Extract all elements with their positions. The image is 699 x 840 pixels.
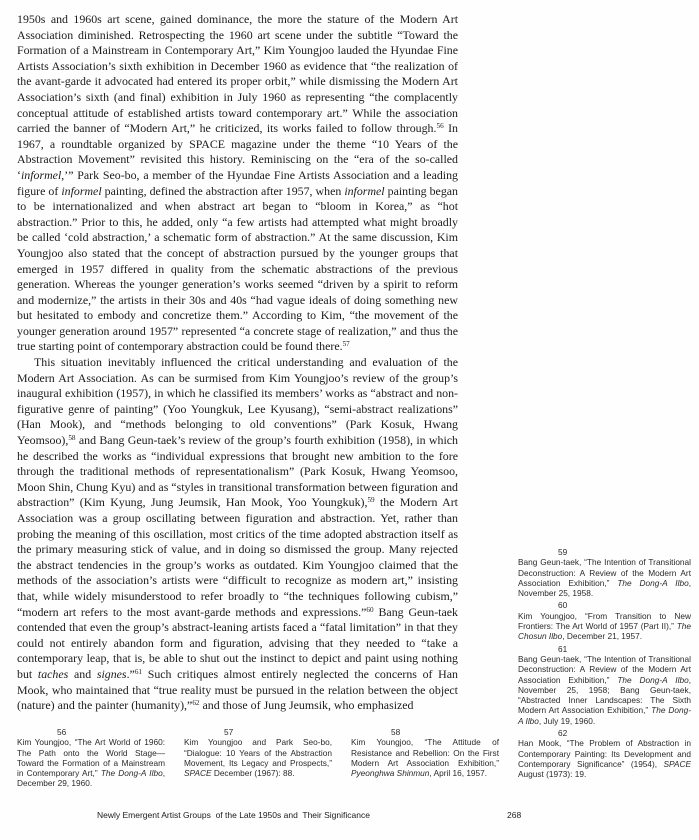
footnote-number-62: 62 [558,728,568,739]
footnote-text-60 [518,611,691,642]
italic-term: signes [96,666,127,681]
bottom-footnotes-row [17,727,499,791]
page-number: 268 [507,810,522,820]
footnote-ref-59: 59 [367,496,375,505]
text-segment: and [68,666,97,681]
footnote-text-57 [184,737,332,778]
text-segment: Bang Geun-taek contended that even the group’s abstract-leaning artists faced a “fatal limitation” in that they could not entirely abandon form and figuration, advising that they needed to “take a contemporary leap, that is, be able to shut out the instinct to depict and paint using nothing but [17,604,458,681]
body-paragraph-1 [17,12,458,355]
text-segment: In 1967, a roundtable organized by SPACE magazine under the theme “10 Years of the Abstraction Movement” revisited this history. Reminiscing on the “era of the so-called ‘ [17,121,458,182]
text-segment: the Modern Art Association was a group oscillating between figuration and abstraction. Yet, rather than probing the meaning of this oscillation, most critics of the time adopted abstraction itself as the primary measuring stick of value, and in doing so dismissed the group. Many rejected the abstract tendencies in the group’s works as outdated. Kim Youngjoo claimed that the methods of the association’s artists were “difficult to recognize as modern art,” insisting that, while widely misunderstood to refer broadly to “the techniques following cubism,” “modern art refers to the most avant-garde methods and expressions.” [17,495,458,619]
italic-term: The Dong-A Ilbo [617,674,689,685]
italic-term: informel [61,183,102,198]
italic-term: Pyeonghwa Shinmun [351,768,430,779]
footnote-text-59 [518,557,691,598]
footnote-number-58: 58 [391,727,401,737]
text-segment: Bang Geun-taek, “The Intention of Transitional Deconstruction: A Review of the Modern Art Association Exhibition,” [518,557,691,588]
bottom-footnote-col-57 [184,727,332,791]
footnote-59 [518,547,691,598]
footnote-number-61: 61 [558,643,568,654]
footnote-text-58 [351,737,499,778]
text-segment: This situation inevitably influenced the critical understanding and evaluation of the Modern Art Association. As can be surmised from Kim Youngjoo’s review of the group’s inaugural exhibition (1957), in which he classified its members’ works as “abstract and non-figurative genre of painting” (Yoo Youngkuk, Lee Kyusang), “semi-abstract realizations” (Han Mook), and “methods belonging to old conventions” (Park Kosuk, Hwang Yeomsoo), [17,355,458,448]
text-segment: and those of Jung Jeumsik, who emphasized [199,698,414,713]
footnote-number-57: 57 [224,727,234,737]
text-segment: and Bang Geun-taek’s review of the group’s fourth exhibition (1958), in which he described the works as “individual expressions that brought new ambition to the fore through the traditional methods of representationalism” (Park Kosuk, Hwang Yeomsoo, Moon Shin, Chung Kyu) and as “styles in transitional transformation between figuration and abstraction” (Kim Kyung, Jung Jeumsik, Han Mook, Yoo Youngkuk), [17,433,458,510]
margin-footnotes-column [518,547,691,782]
footnote-ref-56: 56 [436,122,444,131]
text-segment: Kim Youngjoo, “From Transition to New Frontiers: The Art World of 1957 (Part II),” [518,610,691,632]
bottom-footnote-col-58 [351,727,499,791]
footnote-number-56: 56 [57,727,67,737]
main-text-column [17,12,458,714]
italic-term: SPACE [184,768,212,779]
italic-term: The Dong-A Ilbo [518,705,691,726]
text-segment: ,’” Park Seo-bo, a member of the Hyundae Fine Artists Association and a leading figure of [17,167,458,198]
text-segment: Bang Geun-taek, “The Intention of Transitional Deconstruction: A Review of the Modern Art Association Exhibition,” [518,653,691,685]
footnote-62 [518,728,691,779]
text-segment: Han Mook, “The Problem of Abstraction in Contemporary Painting: Its Development and Contemporary Significance” (1954), [518,738,691,769]
footnote-61 [518,644,691,726]
italic-term: SPACE [663,758,691,769]
footnote-text-62 [518,738,691,779]
text-segment: , December 29, 1960. [17,768,166,789]
text-segment: Kim Youngjoo, “The Art World of 1960: The Path onto the World Stage—Toward the Formation of a Mainstream in Contemporary Art,” [17,737,165,779]
footnote-number-59: 59 [558,547,568,557]
footnote-58 [351,727,499,778]
footnote-60 [518,600,691,641]
text-segment: 1950s and 1960s art scene, gained dominance, the more the stature of the Modern Art Association diminished. Retrospecting the 1960 art scene under the subtitle “Toward the Formation of a Mainstream in Contemporary Art,” Kim Youngjoo lauded the Hyundae Fine Artists Association’s sixth exhibition in December 1960 as evidence that “the realization of the avant-garde it advocated had entered its proper orbit,” while dismissing the Modern Art Association’s sixth (and final) exhibition in July 1960 as representing “the complacently conceptual attitude of established artists toward contemporary art.” While the association carried the banner of “Modern Art,” he criticized, its works failed to follow through. [17,12,458,136]
body-paragraph-2 [17,355,458,714]
text-segment: August (1973): 19. [518,769,587,780]
text-segment: Kim Youngjoo and Park Seo-bo, “Dialogue: 10 Years of the Abstraction Movement, Its Legacy and Prospects,” [184,737,332,768]
footnote-text-56 [17,737,165,788]
footnote-57 [184,727,332,778]
text-segment: Kim Youngjoo, “The Attitude of Resistance and Rebellion: On the First Modern Art Association Exhibition,” [351,737,499,768]
text-segment: .” [126,666,135,681]
text-segment: , November 25, 1958; Bang Geun-taek, “Abstracted Inner Landscapes: The Sixth Modern Art Association Exhibition,” [518,674,691,716]
footnote-ref-61: 61 [134,667,143,676]
italic-term: taches [37,666,69,681]
text-segment: Such critiques almost entirely neglected the concerns of Han Mook, who maintained that “true reality must be pursued in the relation between the object (nature) and the painter (humanity),” [17,666,458,713]
text-segment: , April 16, 1957. [429,768,488,779]
text-segment: painting began to be internationalized and when abstract art began to “bloom in Korea,” as “hot abstraction.” Prior to this, he added, only “a few artists had attempted what might broadly be called ‘cold abstraction,’ a schematic form of abstraction.” At the same discussion, Kim Youngjoo also stated that the concept of abstraction pursued by the younger groups that emerged in 1957 differed in quality from the schematic abstractions of the previous generation. Whereas the younger generation’s works seemed “driven by a spirit to reform and modernize,” the artists in their 30s and 40s “had vague ideals of doing something new but hesitated to embody and concretize them.” According to Kim, “the movement of the younger generation around 1957” represented “a concrete stage of realization,” and thus the true starting point of contemporary abstraction could be found there. [17,183,458,354]
text-segment: , November 25, 1958. [518,577,691,599]
italic-term: The Dong-A Ilbo [617,577,689,588]
italic-term: informel [344,183,385,198]
footnote-ref-58: 58 [68,434,76,443]
page-footer [0,810,699,824]
footnote-number-60: 60 [558,600,568,611]
bottom-footnote-col-56 [17,727,165,791]
italic-term: informel [20,167,62,182]
footnote-text-61 [518,654,691,726]
footnote-ref-57: 57 [342,340,350,349]
footnote-ref-62: 62 [192,699,200,708]
footnote-ref-60: 60 [366,605,374,614]
text-segment: painting, defined the abstraction after 1957, when [101,183,345,198]
text-segment: , July 19, 1960. [538,715,596,726]
running-title: Newly Emergent Artist Groups of the Late 1950s and Their Significance [97,810,370,820]
italic-term: The Chosun Ilbo [518,621,691,642]
text-segment: , December 21, 1957. [562,631,643,642]
footnote-56 [17,727,165,789]
text-segment: December (1967): 88. [211,768,295,779]
italic-term: The Dong-A Ilbo [100,768,163,779]
